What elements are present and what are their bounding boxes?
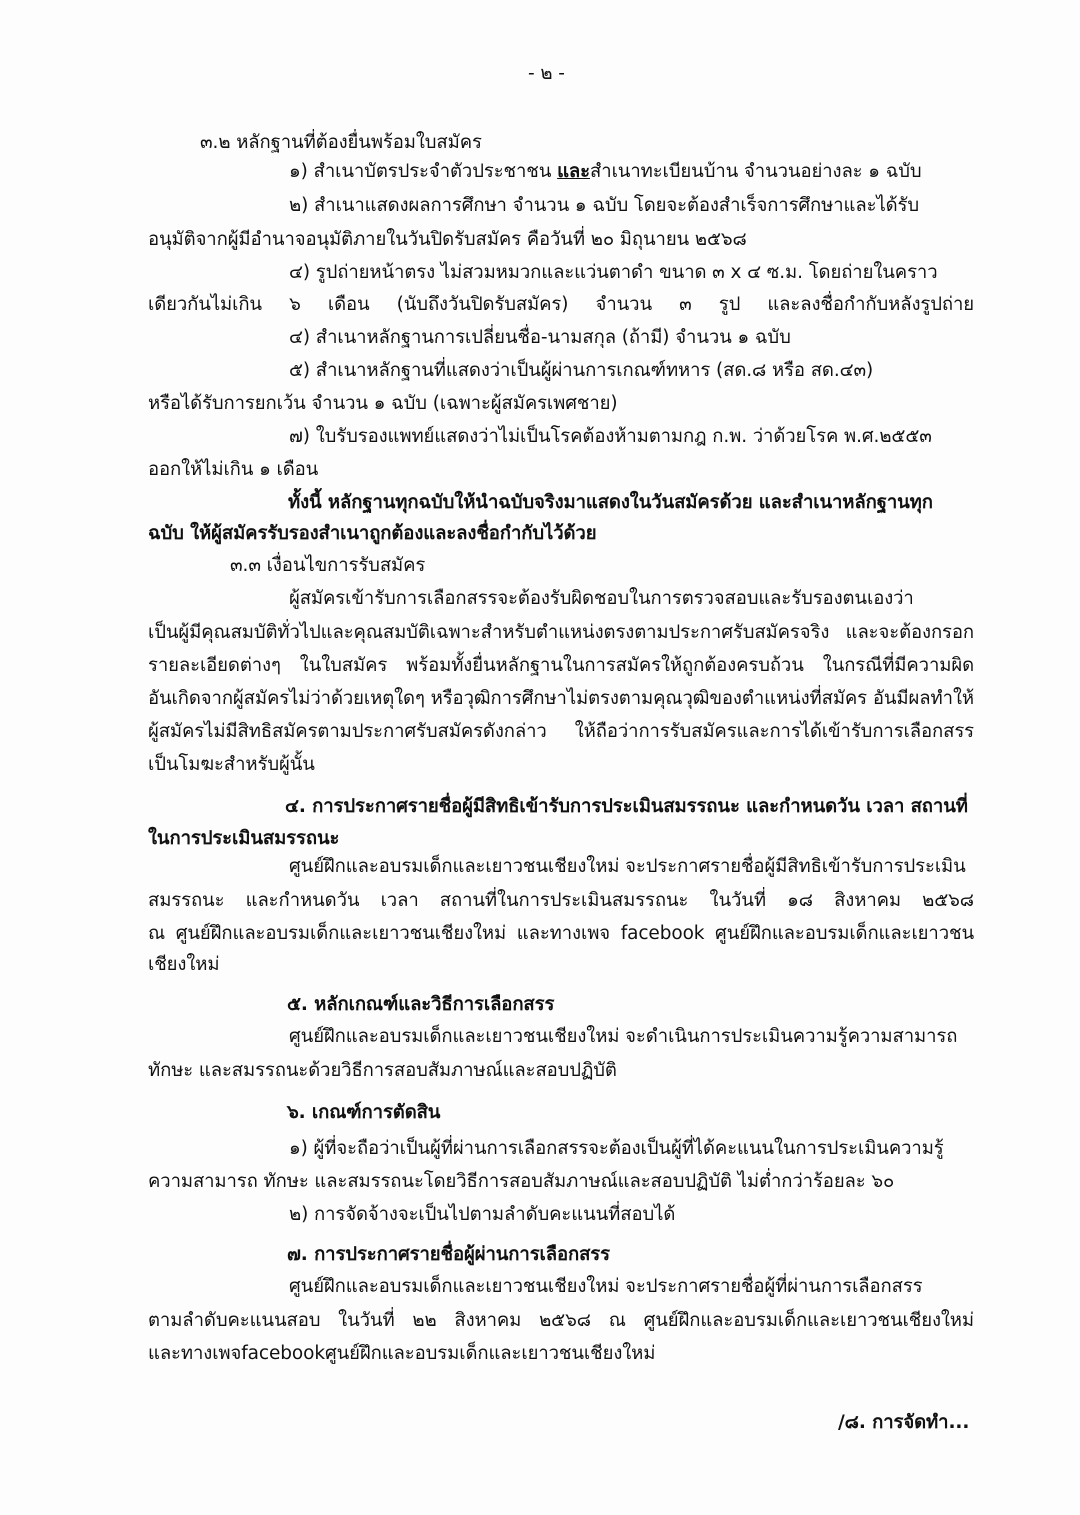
s32-item7-line1: ๗) ใบรับรองแพทย์แสดงว่าไม่เป็นโรคต้องห้ามตามกฎ ก.พ. ว่าด้วยโรค พ.ศ.๒๕๕๓ xyxy=(289,426,932,447)
section-4-heading-line1: ๔. การประกาศรายชื่อผู้มีสิทธิเข้ารับการประเมินสมรรถนะ และกำหนดวัน เวลา สถานที่ xyxy=(285,796,968,817)
s32-note-line1: ทั้งนี้ หลักฐานทุกฉบับให้นำฉบับจริงมาแสดงในวันสมัครด้วย และสำเนาหลักฐานทุก xyxy=(288,492,933,513)
s32-item3-line1: ๔) รูปถ่ายหน้าตรง ไม่สวมหมวกและแว่นตาดำ ขนาด ๓ x ๔ ซ.ม. โดยถ่ายในคราว xyxy=(289,262,938,283)
continuation-marker: /๘. การจัดทำ... xyxy=(838,1412,970,1433)
s32-note-line2: ฉบับ ให้ผู้สมัครรับรองสำเนาถูกต้องและลงชื่อกำกับไว้ด้วย xyxy=(148,523,597,544)
s33-line2: เป็นผู้มีคุณสมบัติทั่วไปและคุณสมบัติเฉพาะสำหรับตำแหน่งตรงตามประกาศรับสมัครจริง และจะต้องกรอก xyxy=(148,622,974,643)
s32-item3-line2: เดียวกันไม่เกิน ๖ เดือน (นับถึงวันปิดรับสมัคร) จำนวน ๓ รูป และลงชื่อกำกับหลังรูปถ่าย xyxy=(148,294,974,315)
s4-line2: สมรรถนะ และกำหนดวัน เวลา สถานที่ในการประเมินสมรรถนะ ในวันที่ ๑๘ สิงหาคม ๒๕๖๘ xyxy=(148,890,974,911)
s7-line2: ตามลำดับคะแนนสอบ ในวันที่ ๒๒ สิงหาคม ๒๕๖๘ ณ ศูนย์ฝึกและอบรมเด็กและเยาวชนเชียงใหม่ xyxy=(148,1310,974,1331)
s32-item4: ๔) สำเนาหลักฐานการเปลี่ยนชื่อ-นามสกุล (ถ้ามี) จำนวน ๑ ฉบับ xyxy=(289,327,791,348)
s33-line6: เป็นโมฆะสำหรับผู้นั้น xyxy=(148,754,315,775)
s6-item1-line1: ๑) ผู้ที่จะถือว่าเป็นผู้ที่ผ่านการเลือกสรรจะต้องเป็นผู้ที่ได้คะแนนในการประเมินความรู้ xyxy=(289,1138,944,1159)
s32-item5-line1: ๕) สำเนาหลักฐานที่แสดงว่าเป็นผู้ผ่านการเกณฑ์ทหาร (สด.๘ หรือ สด.๔๓) xyxy=(289,360,874,381)
s32-item7-line2: ออกให้ไม่เกิน ๑ เดือน xyxy=(148,459,319,480)
section-3-2-heading: ๓.๒ หลักฐานที่ต้องยื่นพร้อมใบสมัคร xyxy=(200,132,482,153)
s32-item2-line2: อนุมัติจากผู้มีอำนาจอนุมัติภายในวันปิดรับสมัคร คือวันที่ ๒๐ มิถุนายน ๒๕๖๘ xyxy=(148,229,747,250)
s5-line2: ทักษะ และสมรรถนะด้วยวิธีการสอบสัมภาษณ์และสอบปฏิบัติ xyxy=(148,1060,617,1081)
s32-item5-line2: หรือได้รับการยกเว้น จำนวน ๑ ฉบับ (เฉพาะผู้สมัครเพศชาย) xyxy=(148,393,618,414)
s32-item1 xyxy=(289,157,922,187)
s6-item2: ๒) การจัดจ้างจะเป็นไปตามลำดับคะแนนที่สอบได้ xyxy=(289,1204,676,1225)
s32-item2-line1: ๒) สำเนาแสดงผลการศึกษา จำนวน ๑ ฉบับ โดยจะต้องสำเร็จการศึกษาและได้รับ xyxy=(289,195,920,216)
section-5-heading: ๕. หลักเกณฑ์และวิธีการเลือกสรร xyxy=(287,994,555,1015)
s4-line4: เชียงใหม่ xyxy=(148,954,220,975)
s4-line1: ศูนย์ฝึกและอบรมเด็กและเยาวชนเชียงใหม่ จะประกาศรายชื่อผู้มีสิทธิเข้ารับการประเมิน xyxy=(289,856,966,877)
s4-line3: ณ ศูนย์ฝึกและอบรมเด็กและเยาวชนเชียงใหม่ และทางเพจ facebook ศูนย์ฝึกและอบรมเด็กและเยาวชน xyxy=(148,923,974,944)
section-3-3-heading: ๓.๓ เงื่อนไขการรับสมัคร xyxy=(230,555,426,576)
s33-line1: ผู้สมัครเข้ารับการเลือกสรรจะต้องรับผิดชอบในการตรวจสอบและรับรองตนเองว่า xyxy=(289,588,914,609)
s7-line1: ศูนย์ฝึกและอบรมเด็กและเยาวชนเชียงใหม่ จะประกาศรายชื่อผู้ที่ผ่านการเลือกสรร xyxy=(289,1276,923,1297)
s5-line1: ศูนย์ฝึกและอบรมเด็กและเยาวชนเชียงใหม่ จะดำเนินการประเมินความรู้ความสามารถ xyxy=(289,1026,958,1047)
page-number: - ๒ - xyxy=(528,63,565,84)
s33-line5: ผู้สมัครไม่มีสิทธิสมัครตามประกาศรับสมัครดังกล่าว ให้ถือว่าการรับสมัครและการได้เข้ารับการเลือกสรร xyxy=(148,721,974,742)
s33-line3: รายละเอียดต่างๆ ในใบสมัคร พร้อมทั้งยื่นหลักฐานในการสมัครให้ถูกต้องครบถ้วน ในกรณีที่มีความผิด xyxy=(148,655,974,676)
s33-line4: อันเกิดจากผู้สมัครไม่ว่าด้วยเหตุใดๆ หรือวุฒิการศึกษาไม่ตรงตามคุณวุฒิของตำแหน่งที่สมัคร อันมีผลทำให้ xyxy=(148,688,974,709)
s7-line3: และทางเพจfacebookศูนย์ฝึกและอบรมเด็กและเยาวชนเชียงใหม่ xyxy=(148,1343,656,1364)
section-7-heading: ๗. การประกาศรายชื่อผู้ผ่านการเลือกสรร xyxy=(287,1244,610,1265)
section-6-heading: ๖. เกณฑ์การตัดสิน xyxy=(287,1102,441,1123)
s6-item1-line2: ความสามารถ ทักษะ และสมรรถนะโดยวิธีการสอบสัมภาษณ์และสอบปฏิบัติ ไม่ต่ำกว่าร้อยละ ๖๐ xyxy=(148,1171,895,1192)
section-4-heading-line2: ในการประเมินสมรรถนะ xyxy=(148,828,340,849)
s32-item1-part-a: ๑) สำเนาบัตรประจำตัวประชาชน xyxy=(289,161,558,182)
s32-item1-and: และ xyxy=(557,161,590,182)
s32-item1-part-b: สำเนาทะเบียนบ้าน จำนวนอย่างละ ๑ ฉบับ xyxy=(589,161,922,182)
